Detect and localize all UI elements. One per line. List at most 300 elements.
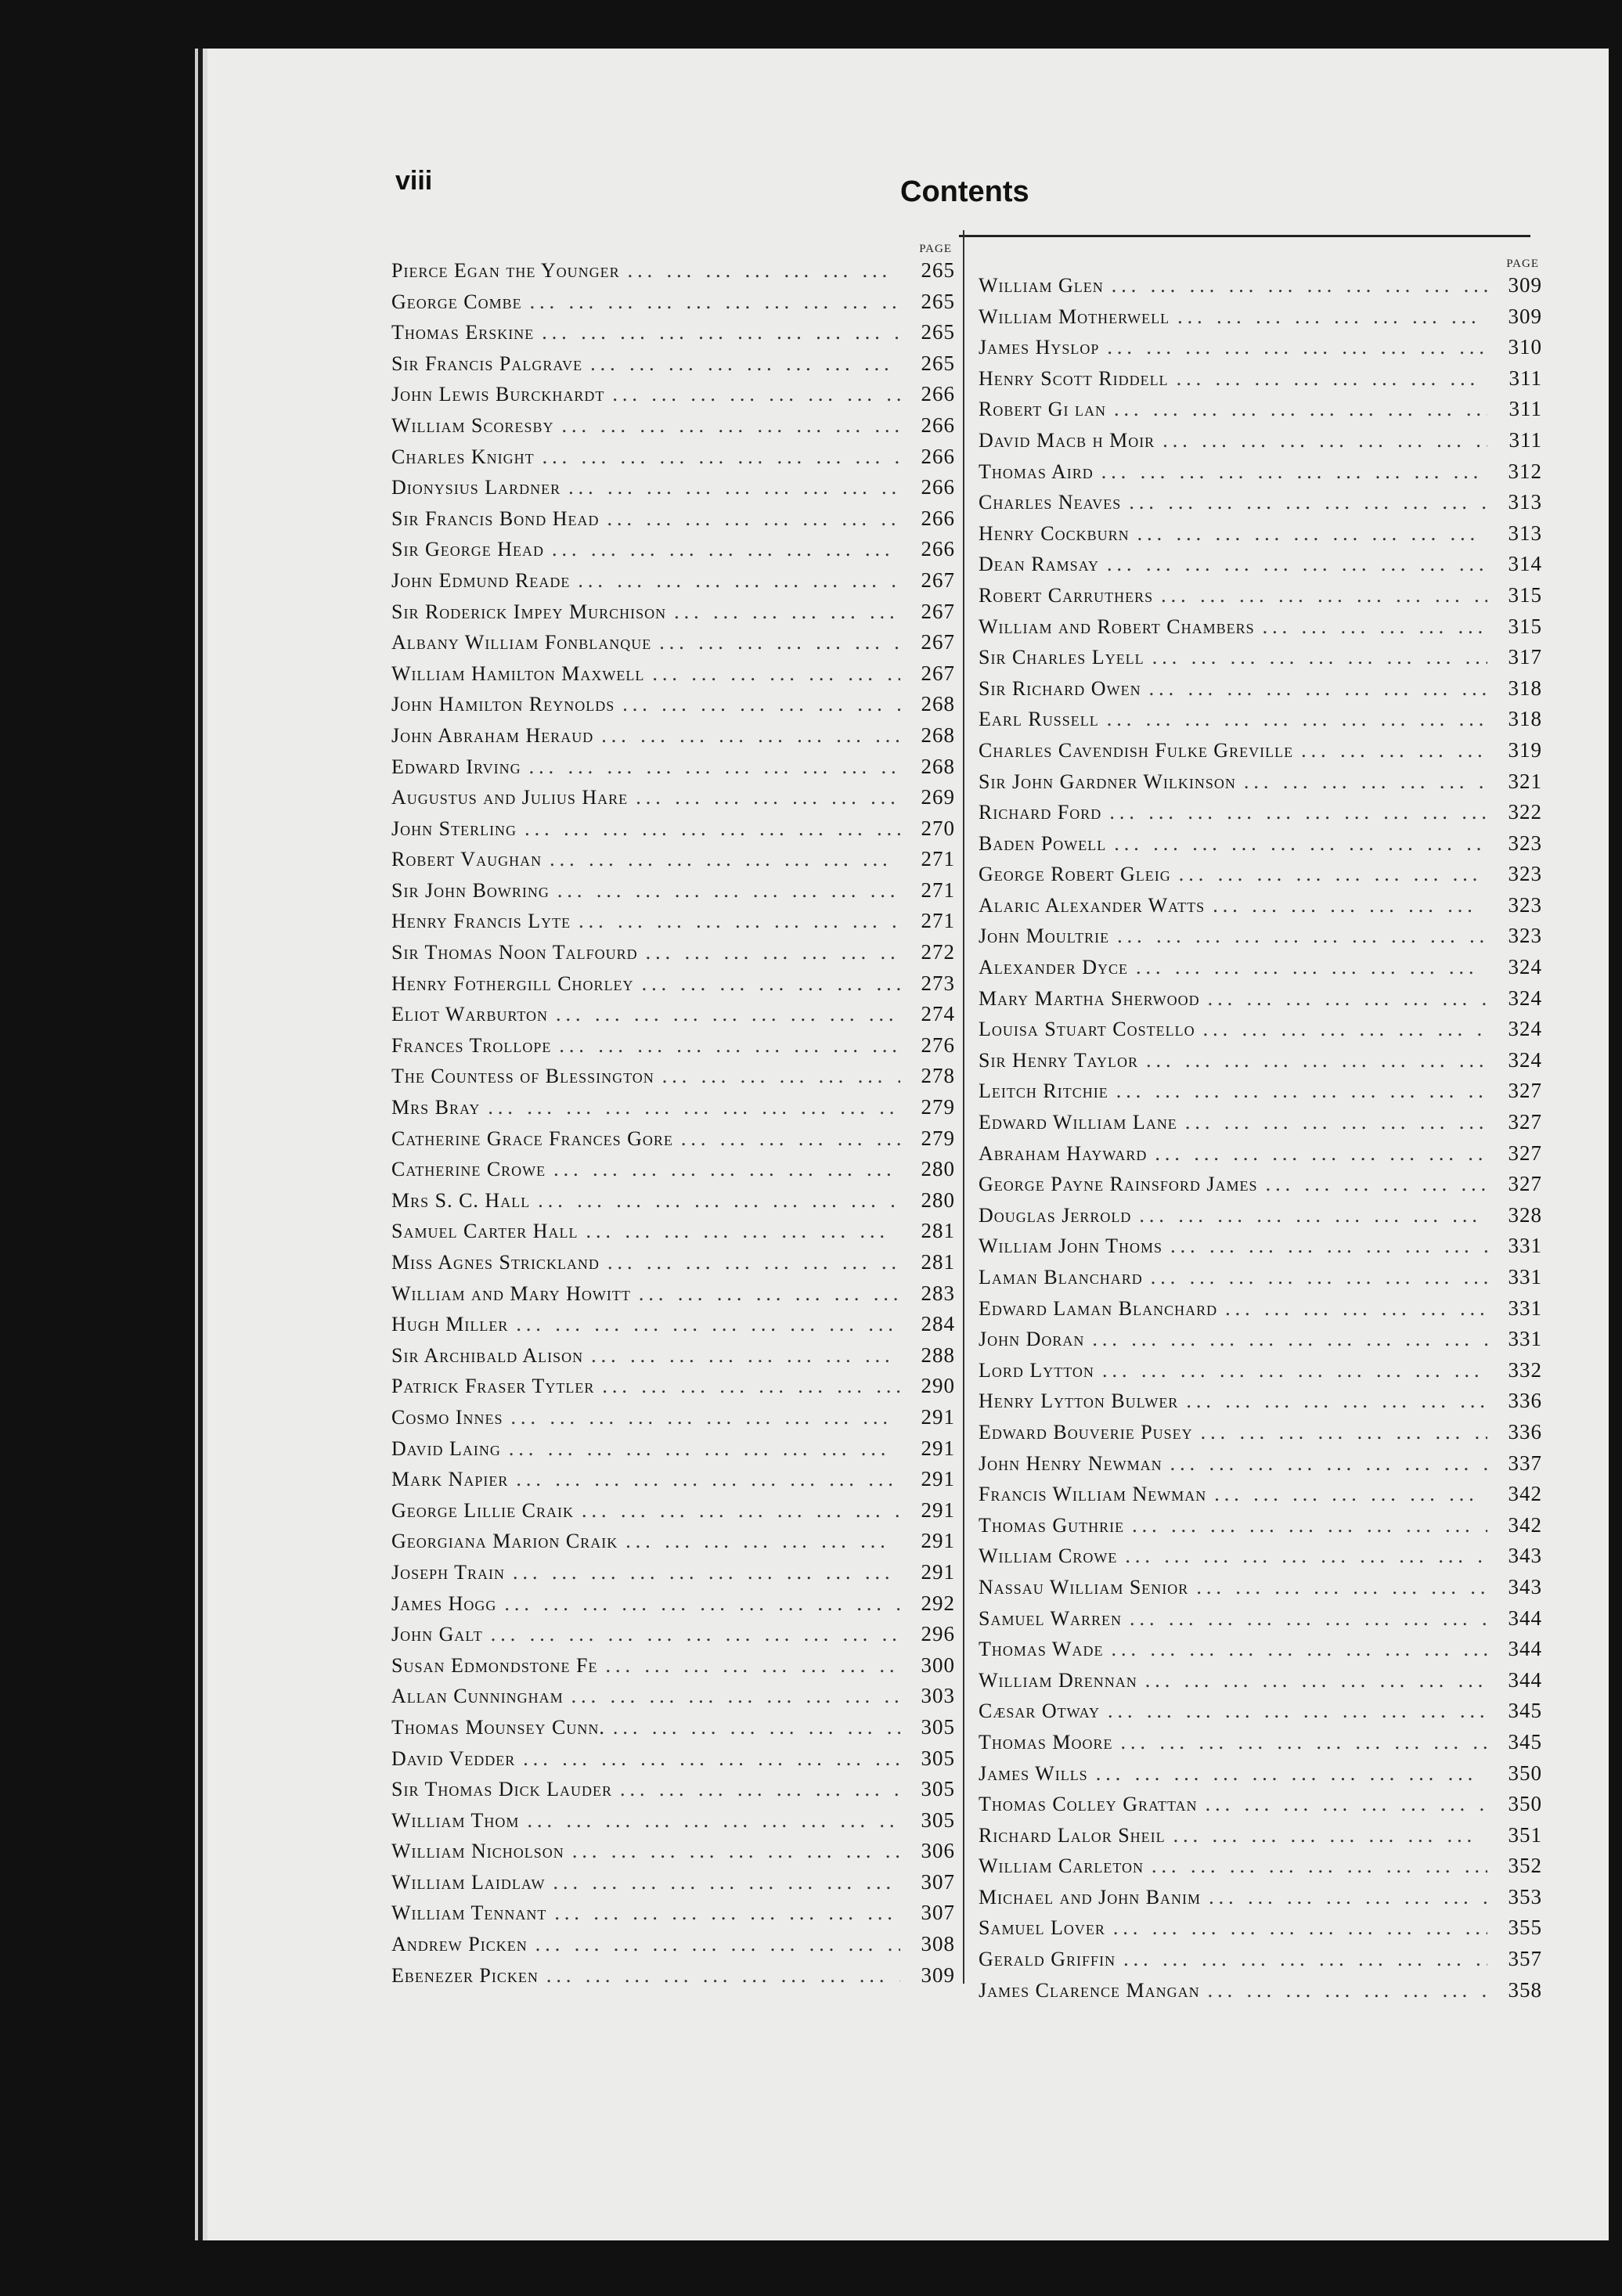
entry-name: James Hyslop	[979, 336, 1100, 359]
contents-entry	[391, 1219, 955, 1250]
contents-entry	[979, 1978, 1542, 2009]
dot-leader	[1137, 522, 1487, 546]
entry-name: Laman Blanchard	[979, 1266, 1143, 1289]
entry-page-number: 327	[1508, 1141, 1542, 1165]
entry-page-number: 279	[921, 1095, 955, 1119]
entry-name: Catherine Crowe	[391, 1158, 546, 1181]
dot-leader	[523, 1747, 900, 1771]
contents-entry	[391, 506, 955, 538]
contents-entry	[979, 645, 1542, 676]
entry-page-number: 357	[1508, 1947, 1542, 1971]
entry-name: Patrick Fraser Tytler	[391, 1375, 595, 1398]
contents-entry	[391, 320, 955, 351]
entry-name: Charles Cavendish Fulke Greville	[979, 738, 1294, 762]
contents-entry	[391, 1963, 955, 1995]
dot-leader	[1214, 1483, 1487, 1506]
dot-leader	[554, 1901, 900, 1925]
dot-leader	[1201, 1421, 1487, 1444]
entry-page-number: 281	[921, 1250, 955, 1274]
contents-entry	[391, 1064, 955, 1095]
dot-leader	[488, 1096, 900, 1119]
dot-leader	[568, 476, 900, 499]
entry-name: The Countess of Blessington	[391, 1065, 654, 1088]
dot-leader	[1116, 1080, 1487, 1103]
dot-leader	[612, 383, 900, 406]
entry-name: Robert Carruthers	[979, 583, 1154, 607]
entry-page-number: 291	[921, 1559, 955, 1584]
dot-leader	[1162, 429, 1487, 452]
entry-name: Sir Roderick Impey Murchison	[391, 600, 667, 623]
contents-entry	[391, 1498, 955, 1530]
dot-leader	[1213, 894, 1487, 917]
contents-entry	[391, 1002, 955, 1033]
entry-name: Sir John Gardner Wilkinson	[979, 770, 1236, 793]
entry-page-number: 269	[921, 785, 955, 809]
entry-name: James Hogg	[391, 1591, 497, 1615]
contents-entry	[391, 413, 955, 445]
entry-page-number: 309	[1508, 273, 1542, 297]
entry-page-number: 319	[1508, 737, 1542, 762]
contents-entry	[979, 273, 1542, 305]
entry-page-number: 268	[921, 754, 955, 778]
contents-entry	[391, 1653, 955, 1685]
entry-name: Susan Edmondstone Fe	[391, 1653, 598, 1677]
entry-page-number: 312	[1508, 459, 1542, 483]
entry-name: William Thom	[391, 1808, 520, 1832]
entry-name: Cosmo Innes	[391, 1405, 503, 1429]
entry-page-number: 321	[1508, 769, 1542, 793]
dot-leader	[504, 1592, 900, 1616]
entry-name: Sir Archibald Alison	[391, 1343, 584, 1367]
contents-entry	[391, 1901, 955, 1932]
entry-page-number: 265	[921, 351, 955, 375]
entry-name: David Macb h Moir	[979, 428, 1155, 452]
entry-name: John Henry Newman	[979, 1451, 1162, 1475]
entry-page-number: 268	[921, 723, 955, 747]
contents-entry	[979, 1141, 1542, 1173]
dot-leader	[1109, 801, 1487, 824]
entry-page-number: 331	[1508, 1296, 1542, 1320]
entry-page-number: 266	[921, 382, 955, 406]
dot-leader	[1170, 1452, 1487, 1476]
entry-name: Mrs Bray	[391, 1096, 481, 1119]
entry-name: Baden Powell	[979, 831, 1107, 855]
contents-entry	[391, 1343, 955, 1375]
entry-page-number: 313	[1508, 490, 1542, 514]
page-column-header: PAGE	[919, 243, 952, 255]
entry-name: Samuel Warren	[979, 1606, 1123, 1630]
entry-name: Thomas Aird	[979, 460, 1094, 483]
dot-leader	[625, 1530, 900, 1553]
contents-entry	[391, 1808, 955, 1840]
dot-leader	[1146, 1049, 1487, 1072]
entry-name: John Sterling	[391, 816, 517, 840]
entry-page-number: 284	[921, 1312, 955, 1336]
contents-entry	[391, 1281, 955, 1313]
dot-leader	[1179, 863, 1487, 886]
entry-page-number: 344	[1508, 1667, 1542, 1692]
entry-name: Nassau William Senior	[979, 1575, 1189, 1599]
contents-entry	[979, 615, 1542, 646]
contents-entry	[979, 1110, 1542, 1141]
entry-page-number: 315	[1508, 582, 1542, 607]
dot-leader	[1301, 739, 1487, 762]
contents-entry	[979, 1761, 1542, 1793]
dot-leader	[1136, 956, 1487, 979]
entry-page-number: 278	[921, 1064, 955, 1088]
dot-leader	[642, 972, 900, 996]
contents-entry	[391, 1157, 955, 1188]
dot-leader	[511, 1406, 900, 1429]
entry-page-number: 318	[1508, 676, 1542, 700]
entry-page-number: 343	[1508, 1544, 1542, 1568]
entry-page-number: 314	[1508, 552, 1542, 576]
entry-page-number: 342	[1508, 1482, 1542, 1506]
entry-page-number: 266	[921, 537, 955, 561]
dot-leader	[552, 538, 900, 561]
dot-leader	[1125, 1544, 1487, 1568]
dot-leader	[550, 848, 900, 871]
entry-name: John Lewis Burckhardt	[391, 383, 605, 406]
entry-name: David Laing	[391, 1436, 501, 1460]
dot-leader	[1209, 1886, 1487, 1909]
contents-entry	[979, 862, 1542, 893]
entry-name: Sir Francis Bond Head	[391, 506, 600, 530]
contents-entry	[979, 1885, 1542, 1916]
entry-page-number: 272	[921, 940, 955, 964]
dot-leader	[586, 1220, 900, 1243]
entry-page-number: 345	[1508, 1729, 1542, 1754]
contents-entry	[391, 971, 955, 1003]
contents-entry	[979, 1389, 1542, 1420]
dot-leader	[1102, 1359, 1487, 1382]
page-folio: viii	[395, 166, 433, 196]
entry-page-number: 323	[1508, 862, 1542, 886]
contents-entry	[391, 1746, 955, 1778]
entry-name: Alexander Dyce	[979, 956, 1129, 979]
entry-name: Sir Charles Lyell	[979, 646, 1144, 669]
entry-page-number: 267	[921, 661, 955, 685]
entry-name: William John Thoms	[979, 1235, 1163, 1258]
contents-entry	[391, 909, 955, 940]
entry-name: Sir Richard Owen	[979, 676, 1141, 700]
dot-leader	[1203, 1018, 1487, 1041]
contents-entry	[979, 1575, 1542, 1606]
entry-name: Sir Francis Palgrave	[391, 351, 583, 375]
entry-page-number: 324	[1508, 1047, 1542, 1072]
entry-name: Robert Gi lan	[979, 398, 1107, 421]
entry-name: Sir John Bowring	[391, 878, 550, 902]
entry-page-number: 271	[921, 878, 955, 902]
entry-name: William Scoresby	[391, 413, 554, 437]
contents-entry	[979, 1017, 1542, 1048]
entry-name: Henry Cockburn	[979, 521, 1130, 545]
entry-page-number: 266	[921, 444, 955, 468]
contents-entry	[391, 568, 955, 600]
entry-name: Thomas Guthrie	[979, 1513, 1125, 1537]
dot-leader	[1208, 987, 1487, 1011]
contents-entry	[979, 893, 1542, 925]
running-title: Contents	[900, 175, 1029, 208]
entry-page-number: 281	[921, 1219, 955, 1243]
dot-leader	[1112, 274, 1487, 297]
dot-leader	[1196, 1576, 1487, 1599]
dot-leader	[1208, 1979, 1487, 2002]
contents-entry	[979, 1699, 1542, 1730]
dot-leader	[1266, 1173, 1487, 1196]
entry-name: Louisa Stuart Costello	[979, 1018, 1195, 1041]
entry-page-number: 265	[921, 258, 955, 282]
dot-leader	[578, 569, 900, 593]
entry-name: Michael and John Banim	[979, 1885, 1202, 1909]
dot-leader	[1111, 1638, 1487, 1661]
entry-page-number: 305	[921, 1777, 955, 1801]
entry-page-number: 290	[921, 1374, 955, 1398]
contents-entry	[979, 955, 1542, 986]
entry-page-number: 353	[1508, 1884, 1542, 1909]
entry-name: Henry Francis Lyte	[391, 910, 571, 933]
dot-leader	[659, 631, 900, 654]
entry-page-number: 309	[1508, 304, 1542, 328]
entry-name: Edward William Lane	[979, 1111, 1177, 1134]
contents-entry	[979, 1482, 1542, 1513]
entry-name: John Doran	[979, 1328, 1085, 1351]
entry-page-number: 332	[1508, 1357, 1542, 1382]
dot-leader	[601, 724, 900, 748]
entry-page-number: 317	[1508, 645, 1542, 669]
contents-entry	[391, 1467, 955, 1498]
contents-entry	[391, 940, 955, 971]
dot-leader	[582, 1499, 900, 1523]
contents-entry	[391, 1405, 955, 1436]
dot-leader	[553, 1871, 900, 1894]
entry-page-number: 331	[1508, 1265, 1542, 1289]
entry-name: Eliot Warburton	[391, 1003, 549, 1026]
entry-name: George Lillie Craik	[391, 1498, 574, 1522]
contents-entry	[391, 1126, 955, 1158]
contents-entry	[391, 1188, 955, 1220]
contents-entry	[979, 583, 1542, 615]
contents-entry	[979, 1513, 1542, 1544]
entry-page-number: 318	[1508, 707, 1542, 731]
entry-page-number: 307	[921, 1901, 955, 1925]
contents-entry	[979, 1203, 1542, 1235]
entry-name: William Tennant	[391, 1901, 547, 1925]
entry-page-number: 324	[1508, 1017, 1542, 1041]
dot-leader	[562, 414, 900, 438]
contents-entry	[979, 924, 1542, 955]
entry-name: Charles Knight	[391, 445, 535, 468]
dot-leader	[620, 1778, 900, 1801]
dot-leader	[491, 1623, 900, 1646]
entry-name: Catherine Grace Frances Gore	[391, 1126, 673, 1150]
dot-leader	[1123, 1948, 1487, 1971]
entry-page-number: 291	[921, 1498, 955, 1522]
contents-entry	[391, 1374, 955, 1405]
dot-leader	[1107, 708, 1487, 731]
contents-entry	[979, 1358, 1542, 1389]
entry-page-number: 322	[1508, 800, 1542, 824]
entry-page-number: 337	[1508, 1451, 1542, 1475]
contents-entry	[979, 1854, 1542, 1885]
entry-page-number: 327	[1508, 1110, 1542, 1134]
entry-page-number: 265	[921, 320, 955, 344]
contents-entry	[391, 1870, 955, 1901]
contents-entry	[979, 707, 1542, 738]
dot-leader	[1161, 584, 1487, 607]
contents-entry	[979, 460, 1542, 491]
contents-entry	[391, 1684, 955, 1715]
entry-page-number: 310	[1508, 335, 1542, 359]
contents-entry	[979, 676, 1542, 708]
dot-leader	[1107, 553, 1487, 576]
entry-name: Henry Lytton Bulwer	[979, 1389, 1179, 1413]
dot-leader	[652, 662, 900, 686]
entry-page-number: 296	[921, 1622, 955, 1646]
entry-page-number: 291	[921, 1529, 955, 1553]
dot-leader	[1152, 1854, 1487, 1878]
dot-leader	[1206, 1793, 1487, 1816]
entry-page-number: 266	[921, 413, 955, 437]
entry-name: William and Robert Chambers	[979, 615, 1255, 638]
entry-name: Edward Irving	[391, 755, 521, 778]
book-page	[207, 49, 1609, 2240]
contents-entry	[979, 738, 1542, 770]
entry-name: Leitch Ritchie	[979, 1080, 1108, 1103]
contents-entry	[979, 397, 1542, 428]
entry-page-number: 268	[921, 692, 955, 716]
entry-page-number: 280	[921, 1188, 955, 1212]
column-divider	[963, 230, 964, 1984]
entry-page-number: 313	[1508, 521, 1542, 545]
entry-name: Ebenezer Picken	[391, 1963, 539, 1987]
contents-entry	[979, 1451, 1542, 1483]
entry-page-number: 270	[921, 816, 955, 840]
dot-leader	[1129, 491, 1487, 514]
contents-entry	[391, 755, 955, 786]
entry-page-number: 323	[1508, 831, 1542, 855]
contents-entry	[391, 630, 955, 661]
entry-name: Hugh Miller	[391, 1313, 509, 1336]
entry-name: John Moultrie	[979, 925, 1110, 948]
entry-page-number: 343	[1508, 1574, 1542, 1599]
entry-page-number: 303	[921, 1684, 955, 1708]
dot-leader	[1117, 925, 1487, 948]
contents-entry	[391, 382, 955, 413]
entry-page-number: 342	[1508, 1512, 1542, 1537]
entry-name: Thomas Moore	[979, 1730, 1113, 1754]
entry-name: Georgiana Marion Craik	[391, 1530, 618, 1553]
entry-page-number: 344	[1508, 1606, 1542, 1630]
dot-leader	[1113, 1916, 1487, 1940]
entry-name: Abraham Hayward	[979, 1141, 1148, 1165]
contents-entry	[391, 1033, 955, 1065]
entry-page-number: 291	[921, 1404, 955, 1429]
dot-leader	[1170, 1235, 1487, 1258]
dot-leader	[1155, 1142, 1487, 1166]
dot-leader	[1177, 367, 1487, 391]
dot-leader	[1151, 1266, 1487, 1289]
contents-entry	[391, 1591, 955, 1623]
dot-leader	[1092, 1328, 1487, 1351]
entry-name: William Motherwell	[979, 305, 1170, 328]
dot-leader	[646, 941, 900, 964]
contents-column-left	[391, 243, 955, 1994]
contents-entry	[979, 428, 1542, 460]
contents-entry	[979, 986, 1542, 1018]
dot-leader	[1225, 1297, 1487, 1321]
entry-page-number: 292	[921, 1591, 955, 1615]
contents-entry	[391, 1932, 955, 1963]
contents-entry	[979, 1792, 1542, 1823]
entry-name: William and Mary Howitt	[391, 1281, 631, 1305]
dot-leader	[579, 910, 900, 933]
entry-page-number: 358	[1508, 1977, 1542, 2002]
entry-page-number: 327	[1508, 1172, 1542, 1196]
entry-page-number: 271	[921, 847, 955, 871]
entry-name: William Carleton	[979, 1854, 1144, 1878]
dot-leader	[509, 1437, 900, 1461]
entry-name: Henry Scott Riddell	[979, 366, 1169, 390]
entry-name: John Edmund Reade	[391, 568, 571, 592]
contents-entry	[979, 770, 1542, 801]
dot-leader	[622, 693, 900, 716]
contents-entry	[979, 1916, 1542, 1947]
dot-leader	[1177, 305, 1487, 329]
entry-name: Sir Thomas Dick Lauder	[391, 1778, 613, 1801]
dot-leader	[530, 290, 900, 314]
entry-page-number: 344	[1508, 1637, 1542, 1661]
entry-name: Mrs S. C. Hall	[391, 1188, 531, 1212]
entry-name: James Clarence Mangan	[979, 1978, 1200, 2002]
contents-entry	[391, 816, 955, 848]
entry-name: William Hamilton Maxwell	[391, 661, 645, 685]
contents-column-right	[979, 258, 1542, 2009]
contents-entry	[979, 1730, 1542, 1761]
dot-leader	[662, 1065, 900, 1088]
entry-page-number: 350	[1508, 1761, 1542, 1785]
entry-page-number: 331	[1508, 1327, 1542, 1351]
entry-name: Mark Napier	[391, 1468, 509, 1491]
entry-name: George Robert Gleig	[979, 863, 1171, 886]
entry-name: Robert Vaughan	[391, 848, 542, 871]
entry-page-number: 288	[921, 1343, 955, 1367]
contents-entry	[391, 723, 955, 755]
entry-page-number: 276	[921, 1033, 955, 1057]
dot-leader	[542, 445, 900, 469]
dot-leader	[559, 1034, 900, 1058]
contents-entry	[391, 1715, 955, 1746]
entry-name: Edward Laman Blanchard	[979, 1296, 1218, 1320]
contents-entry	[979, 1172, 1542, 1203]
contents-entry	[979, 490, 1542, 521]
contents-entry	[979, 521, 1542, 553]
dot-leader	[557, 879, 900, 903]
entry-page-number: 327	[1508, 1079, 1542, 1103]
contents-entry	[391, 1622, 955, 1653]
dot-leader	[607, 1251, 900, 1274]
dot-leader	[1152, 646, 1487, 669]
entry-page-number: 311	[1508, 366, 1542, 390]
entry-page-number: 323	[1508, 892, 1542, 917]
entry-name: John Hamilton Reynolds	[391, 693, 615, 716]
dot-leader	[1139, 1204, 1487, 1227]
contents-entry	[391, 1250, 955, 1281]
entry-name: Frances Trollope	[391, 1033, 552, 1057]
dot-leader	[591, 1344, 900, 1368]
entry-name: George Combe	[391, 290, 522, 313]
entry-name: Francis William Newman	[979, 1483, 1207, 1506]
